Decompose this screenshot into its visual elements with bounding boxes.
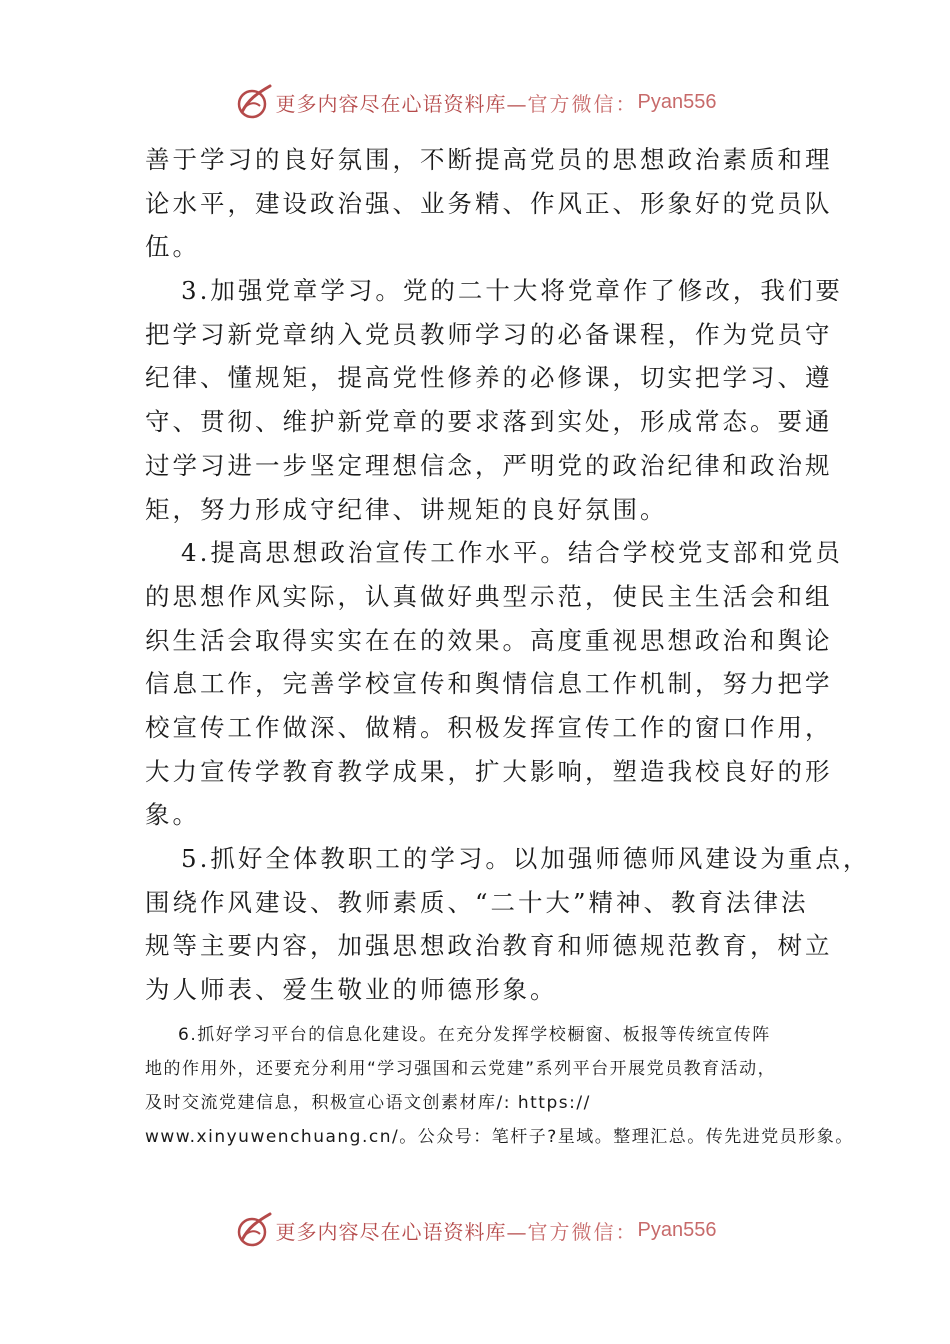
text-line: 5.抓好全体教职工的学习。以加强师德师风建设为重点， [181, 844, 871, 873]
text-line: 及时交流党建信息，积极宣心语文创素材库/: https:// [145, 1093, 591, 1113]
text-line: 伍。 [145, 232, 200, 262]
banner-wechat-label: 官方微信： [527, 1219, 638, 1244]
text-line: 纪律、懂规矩，提高党性修养的必修课，切实把学习、遵 [145, 363, 833, 393]
text-line: 织生活会取得实实在在的效果。高度重视思想政治和舆论 [145, 625, 833, 655]
pen-logo-icon [234, 1210, 274, 1250]
text-line: 大力宣传学教育教学成果，扩大影响，塑造我校良好的形 [145, 756, 833, 786]
paragraph-4 [145, 531, 843, 837]
text-line: 善于学习的良好氛围，不断提高党员的思想政治素质和理 [145, 145, 833, 174]
text-line: 为人师表、爱生敬业的师德形象。 [145, 975, 558, 1005]
text-line: 4.提高思想政治宣传工作水平。结合学校党支部和党员 [181, 538, 843, 568]
text-line: 矩，努力形成守纪律、讲规矩的良好氛围。 [145, 494, 668, 524]
paragraph-6 [145, 1018, 854, 1154]
paragraph-3 [145, 269, 843, 531]
banner-wechat-id: Pyan556 [637, 1218, 717, 1241]
paragraph-5 [145, 837, 871, 1012]
text-line: 校宣传工作做深、做精。积极发挥宣传工作的窗口作用， [145, 712, 833, 742]
text-line: 把学习新党章纳入党员教师学习的必备课程，作为党员守 [145, 319, 833, 349]
text-line: 象。 [145, 800, 200, 830]
text-line: 论水平，建设政治强、业务精、作风正、形象好的党员队 [145, 188, 833, 218]
text-line: 3.加强党章学习。党的二十大将党章作了修改，我们要 [181, 276, 843, 306]
text-line: 规等主要内容，加强思想政治教育和师德规范教育，树立 [145, 931, 833, 961]
bottom-banner [0, 1208, 950, 1252]
banner-wechat-id: Pyan556 [637, 90, 717, 113]
document-body [145, 138, 871, 1012]
banner-text: 更多内容尽在心语资料库— [275, 91, 528, 116]
text-line: www.xinyuwenchuang.cn/。公众号：笔杆子?星域。整理汇总。传先进党员形象。 [145, 1127, 854, 1147]
text-line: 6.抓好学习平台的信息化建设。在充分发挥学校橱窗、板报等传统宣传阵 [178, 1025, 771, 1045]
banner-wechat-label: 官方微信： [527, 91, 638, 116]
banner-text: 更多内容尽在心语资料库— [275, 1219, 528, 1244]
text-line: 守、贯彻、维护新党章的要求落到实处，形成常态。要通 [145, 407, 833, 437]
text-line: 地的作用外，还要充分利用“学习强国和云党建”系列平台开展党员教育活动， [145, 1059, 777, 1079]
top-banner [0, 80, 950, 124]
text-line: 围绕作风建设、教师素质、“二十大”精神、教育法律法 [145, 887, 809, 917]
text-line: 的思想作风实际，认真做好典型示范，使民主生活会和组 [145, 581, 833, 611]
pen-logo-icon [234, 82, 274, 122]
text-line: 过学习进一步坚定理想信念，严明党的政治纪律和政治规 [145, 450, 833, 480]
text-line: 信息工作，完善学校宣传和舆情信息工作机制，努力把学 [145, 669, 833, 699]
paragraph-continuation [145, 138, 833, 269]
